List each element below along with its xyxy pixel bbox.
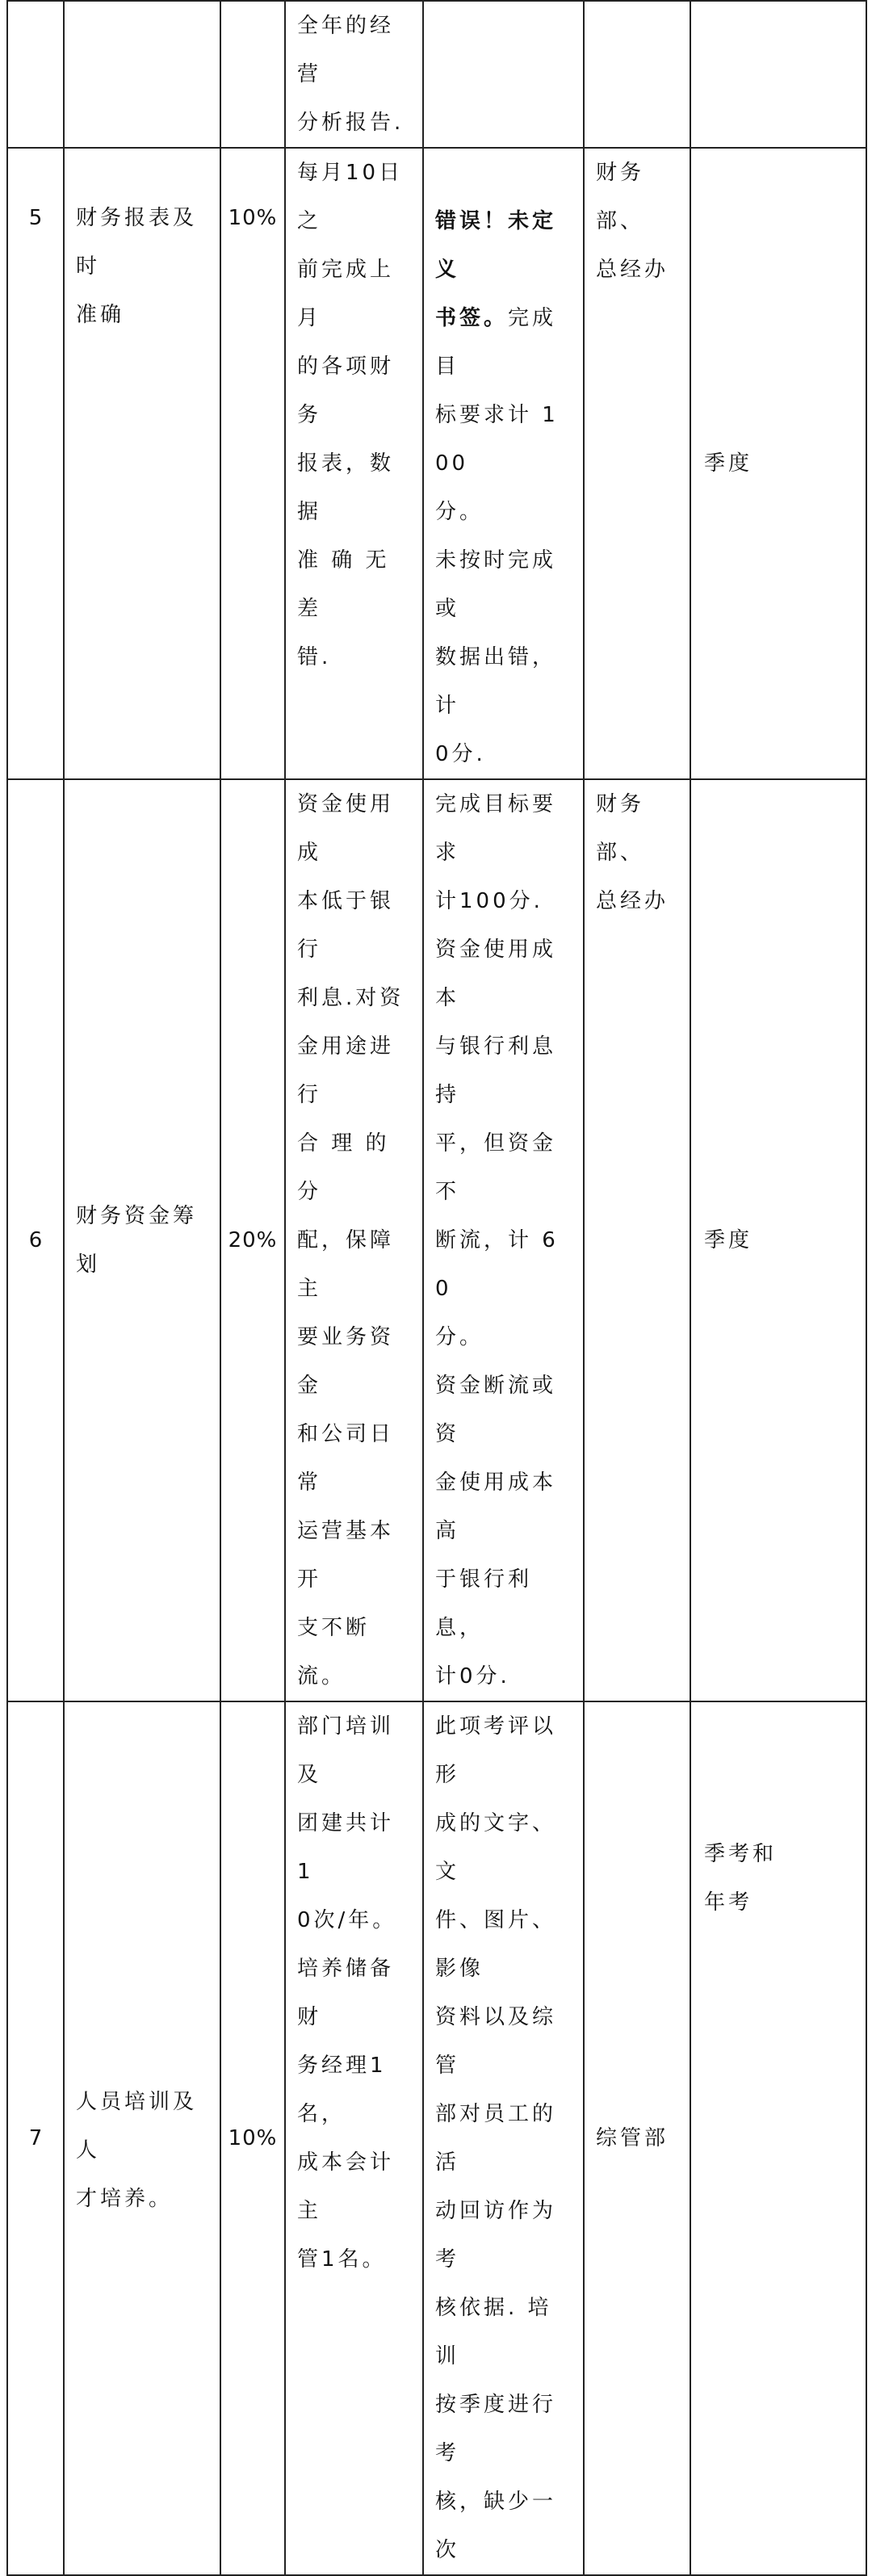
table-row xyxy=(7,779,866,1701)
row-number xyxy=(7,1,64,148)
table-row xyxy=(7,1701,866,2575)
error-bookmark-text: 错误！未定义 书签。 xyxy=(435,209,557,330)
kpi-table-container xyxy=(6,0,866,2562)
assessment-cycle: 季度 xyxy=(690,148,866,779)
row-number: 7 xyxy=(7,1701,64,2575)
target-description: 全年的经营 分析报告. xyxy=(285,1,423,148)
target-description: 每月10日之 前完成上月 的各项财务 报表，数据 准 确 无 差 错. xyxy=(285,148,423,779)
responsible-department: 综管部 xyxy=(584,1701,690,2575)
weight-value: 10% xyxy=(220,1701,285,2575)
table-row xyxy=(7,148,866,779)
scoring-criteria: 此项考评以形 成的文字、文 件、图片、影像 资料以及综管 部对员工的活 动回访作为考 核依据. 培训 按季度进行考 核，缺少一次 xyxy=(423,1701,584,2575)
assessment-cycle xyxy=(690,1,866,148)
scoring-criteria xyxy=(423,1,584,148)
responsible-department xyxy=(584,1,690,148)
responsible-department: 财务部、 总经办 xyxy=(584,148,690,779)
weight-value: 10% xyxy=(220,148,285,779)
assessment-item: 财务报表及时 准确 xyxy=(64,148,220,779)
table-row xyxy=(7,1,866,148)
weight-value xyxy=(220,1,285,148)
criteria-text: 完成目 标要求计 100 分。 未按时完成或 数据出错，计 0分. xyxy=(435,306,559,766)
row-number: 6 xyxy=(7,779,64,1701)
assessment-item: 财务资金筹划 xyxy=(64,779,220,1701)
assessment-cycle: 季考和 年考 xyxy=(690,1701,866,2575)
responsible-department: 财务部、 总经办 xyxy=(584,779,690,1701)
row-number: 5 xyxy=(7,148,64,779)
scoring-criteria xyxy=(423,148,584,779)
scoring-criteria: 完成目标要求 计100分. 资金使用成本 与银行利息持 平，但资金不 断流，计 60 分。 资金断流或资 金使用成本高 于银行利息， 计0分. xyxy=(423,779,584,1701)
target-description: 部门培训及 团建共计 1 0次/年。 培养储备财 务经理1名， 成本会计主 管1名。 xyxy=(285,1701,423,2575)
assessment-item: 人员培训及人 才培养。 xyxy=(64,1701,220,2575)
weight-value: 20% xyxy=(220,779,285,1701)
target-description: 资金使用成 本低于银行 利息.对资 金用途进行 合 理 的 分 配，保障主 要业务资金 和公司日常 运营基本开 支不断流。 xyxy=(285,779,423,1701)
kpi-table xyxy=(6,0,867,2576)
assessment-item xyxy=(64,1,220,148)
assessment-cycle: 季度 xyxy=(690,779,866,1701)
